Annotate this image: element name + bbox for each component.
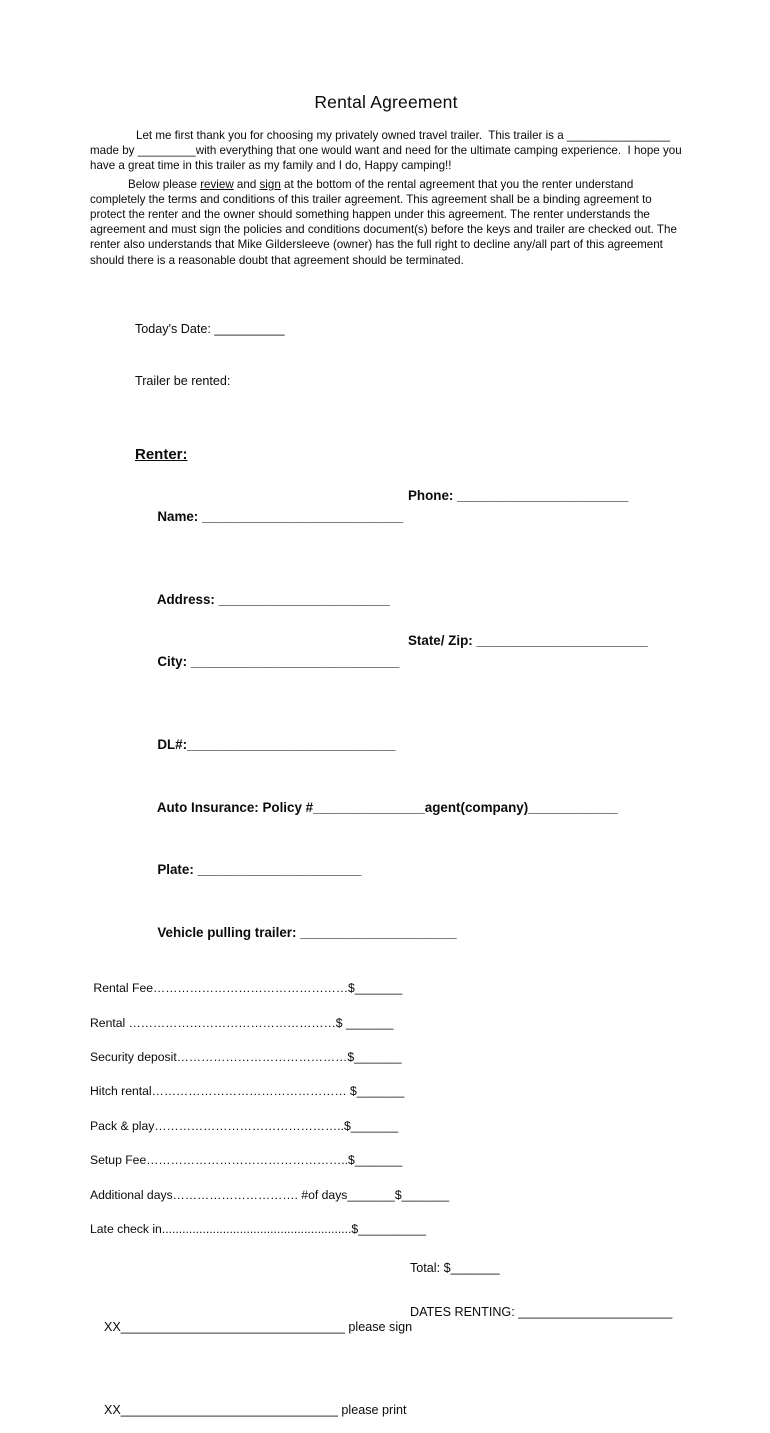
- renter-heading: Renter:: [135, 445, 188, 463]
- setup-fee-line: Setup Fee…………………………………………..$_______: [90, 1153, 403, 1168]
- state-zip-field-line: State/ Zip: _______________________: [408, 633, 648, 649]
- city-field-line: City: ____________________________: [157, 654, 400, 670]
- signature-print-line: XX_______________________________ please print: [104, 1403, 407, 1418]
- address-row: [135, 569, 682, 631]
- document-title: Rental Agreement: [314, 92, 458, 112]
- rental-fee-line: Rental Fee…………………………………………$_______: [90, 981, 403, 996]
- phone-field-line: Phone: _______________________: [408, 487, 629, 503]
- signature-sign-line: XX________________________________ please sign: [104, 1320, 413, 1335]
- date-block: [135, 286, 682, 426]
- instructions-paragraph: [90, 177, 682, 268]
- review-underlined-word: review: [200, 177, 234, 191]
- name-field-line: Name: ___________________________: [157, 508, 404, 524]
- plate-field-line: Plate: ______________________: [157, 862, 362, 878]
- pack-and-play-line: Pack & play………………………………………..$_______: [90, 1118, 399, 1133]
- total-line: Total: $_______: [410, 1261, 500, 1276]
- city-state-row: [135, 631, 682, 714]
- fee-schedule: [90, 981, 682, 1256]
- trailer-rented-line: Trailer be rented:: [135, 374, 231, 389]
- late-check-in-line: Late check in........................................................$__________: [90, 1221, 426, 1236]
- instructions-text-3: at the bottom of the rental agreement that you the renter understand completely the terms and conditions of this trailer agreement. This agreement shall be a binding agreement to protect the renter and the owner should something happen under this agreement. The renter understands the agreement and must sign the policies and conditions document(s) before the keys and trailer are checked out. The renter also understands that Mike Gildersleeve (owner) has the full right to decline any/all part of this agreement should there is a reasonable doubt that agreement should be terminated.: [90, 177, 681, 267]
- insurance-row: [135, 777, 682, 839]
- signature-print-row: [90, 1388, 682, 1433]
- signature-sign-row: [90, 1305, 682, 1365]
- dl-field-line: DL#:____________________________: [157, 737, 396, 753]
- security-deposit-line: Security deposit……………………………………$_______: [90, 1049, 402, 1064]
- renter-fields: [135, 486, 682, 964]
- dates-renting-line: DATES RENTING: ______________________: [410, 1305, 673, 1320]
- hitch-rental-line: Hitch rental………………………………………… $_______: [90, 1084, 405, 1099]
- rental-line: Rental ……………………………………………$ _______: [90, 1015, 394, 1030]
- name-phone-row: [135, 486, 682, 569]
- address-field-line: Address: _______________________: [156, 591, 390, 607]
- dl-row: [135, 715, 682, 777]
- intro-paragraph: Let me first thank you for choosing my privately owned travel trailer. This trailer is a ________________ made by _________with everything that one would want and need for the ultimate camping experience. I hope you have a great time in this trailer as my family and I do, Happy camping!!: [90, 129, 685, 173]
- additional-days-line: Additional days…………………………. #of days_______$_______: [90, 1187, 450, 1202]
- instructions-text-1: Below please: [128, 177, 201, 191]
- insurance-field-line: Auto Insurance: Policy #_______________agent(company)____________: [156, 799, 618, 815]
- vehicle-field-line: Vehicle pulling trailer: _____________________: [157, 924, 457, 940]
- sign-underlined-word: sign: [259, 177, 281, 191]
- vehicle-row: [135, 902, 682, 964]
- todays-date-line: Today's Date: __________: [135, 321, 285, 336]
- instructions-text-2: and: [233, 177, 260, 191]
- plate-row: [135, 839, 682, 901]
